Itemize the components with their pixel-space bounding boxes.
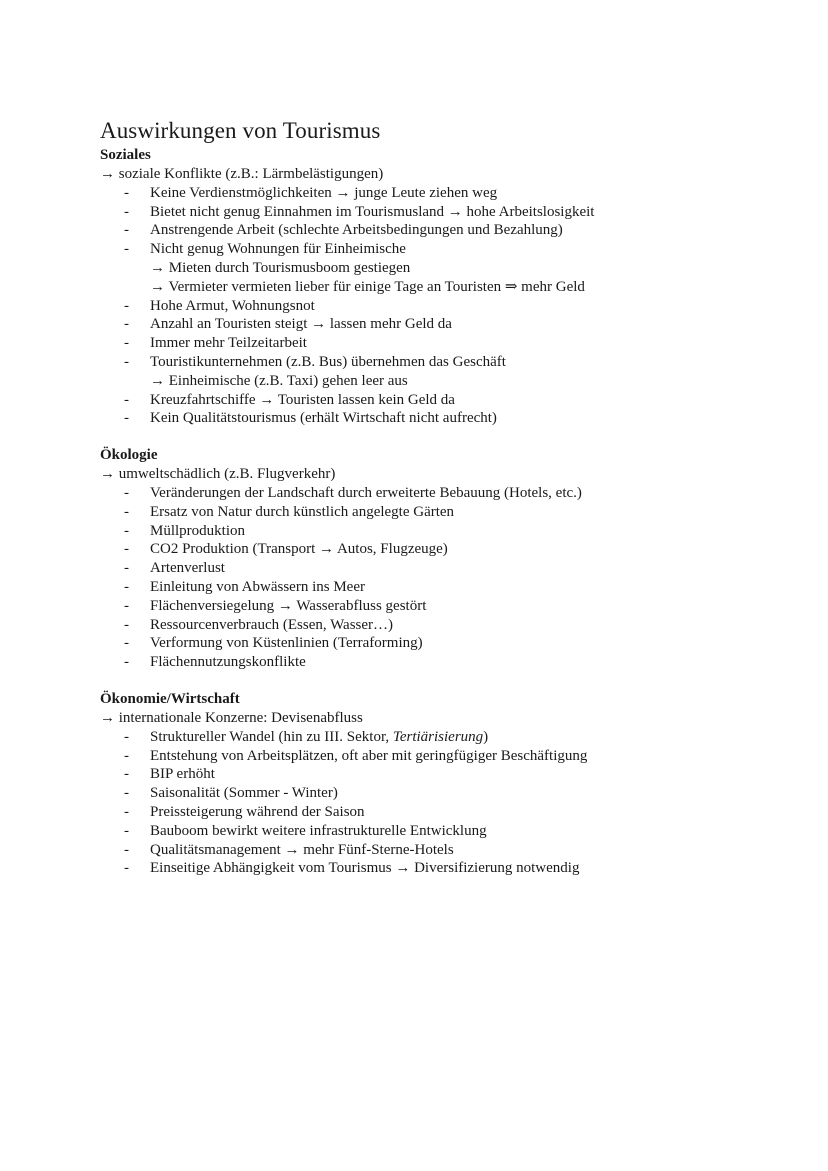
list-item: [100, 784, 800, 803]
bullet-dash: -: [124, 578, 129, 595]
list-item-text: Saisonalität (Sommer - Winter): [150, 785, 338, 802]
list-item-text: Preissteigerung während der Saison: [150, 803, 365, 820]
emphasis-text: Tertiärisierung: [392, 728, 484, 745]
list-item: [100, 203, 800, 222]
list-item-text: Nicht genug Wohnungen für Einheimische: [150, 241, 406, 258]
list-item-text: Müllproduktion: [150, 522, 246, 539]
section-intro: → umweltschädlich (z.B. Flugverkehr): [100, 466, 336, 483]
list-item: [100, 616, 800, 635]
bullet-dash: -: [124, 335, 129, 352]
bullet-list: [100, 484, 800, 672]
bullet-dash: -: [124, 410, 129, 427]
list-item: [100, 503, 800, 522]
bullet-dash: -: [124, 803, 129, 820]
list-item-text: Anstrengende Arbeit (schlechte Arbeitsbedingungen und Bezahlung): [150, 222, 563, 239]
bullet-dash: -: [124, 728, 129, 745]
list-item-text: Keine Verdienstmöglichkeiten → junge Leute ziehen weg: [150, 184, 498, 201]
list-item-subline: → Mieten durch Tourismusboom gestiegen: [150, 259, 411, 276]
list-item: [100, 822, 800, 841]
section-heading: Soziales: [100, 147, 151, 163]
list-item-text: Flächenversiegelung → Wasserabfluss gestört: [150, 597, 427, 614]
list-item: [100, 484, 800, 503]
bullet-dash: -: [124, 841, 129, 858]
bullet-dash: -: [124, 484, 129, 501]
bullet-dash: -: [124, 184, 129, 201]
list-item: [100, 297, 800, 316]
bullet-dash: -: [124, 822, 129, 839]
bullet-dash: -: [124, 785, 129, 802]
bullet-dash: -: [124, 541, 129, 558]
sections-container: [100, 146, 800, 878]
bullet-dash: -: [124, 560, 129, 577]
bullet-dash: -: [124, 241, 129, 258]
bullet-dash: -: [124, 522, 129, 539]
section-heading: Ökologie: [100, 447, 158, 464]
list-item-text: Ersatz von Natur durch künstlich angelegte Gärten: [150, 503, 455, 520]
list-item: [100, 559, 800, 578]
bullet-dash: -: [124, 353, 129, 370]
list-item-subline: → Vermieter vermieten lieber für einige Tage an Touristen ⇒ mehr Geld: [150, 278, 585, 295]
bullet-dash: -: [124, 297, 129, 314]
list-item: [100, 334, 800, 353]
list-item: [100, 747, 800, 766]
list-item: [100, 409, 800, 428]
list-item: [100, 634, 800, 653]
list-item: [100, 391, 800, 410]
section-soziales: [100, 146, 800, 428]
page-title: Auswirkungen von Tourismus: [100, 118, 381, 143]
bullet-dash: -: [124, 654, 129, 671]
section-okologie: [100, 446, 800, 672]
document-page: [100, 116, 800, 878]
list-item-text: Bauboom bewirkt weitere infrastrukturelle Entwicklung: [150, 822, 487, 839]
bullet-dash: -: [124, 766, 129, 783]
list-item-text: Hohe Armut, Wohnungsnot: [150, 297, 315, 314]
bullet-dash: -: [124, 616, 129, 633]
list-item-text: Bietet nicht genug Einnahmen im Tourismusland → hohe Arbeitslosigkeit: [150, 203, 595, 220]
list-item-text: Kreuzfahrtschiffe → Touristen lassen kein Geld da: [150, 391, 455, 408]
list-item-text: Einseitige Abhängigkeit vom Tourismus → Diversifizierung notwendig: [150, 860, 580, 877]
bullet-dash: -: [124, 860, 129, 877]
list-item: [100, 184, 800, 203]
list-item-text: Entstehung von Arbeitsplätzen, oft aber mit geringfügiger Beschäftigung: [150, 747, 588, 764]
list-item: [100, 859, 800, 878]
list-item: [100, 578, 800, 597]
section-heading: Ökonomie/Wirtschaft: [100, 690, 240, 707]
list-item: [100, 315, 800, 334]
list-item-text: Immer mehr Teilzeitarbeit: [150, 335, 307, 352]
list-item-text: Verformung von Küstenlinien (Terraforming): [150, 635, 423, 652]
bullet-dash: -: [124, 391, 129, 408]
list-item-text: Qualitätsmanagement → mehr Fünf-Sterne-Hotels: [150, 841, 454, 858]
list-item: [100, 522, 800, 541]
list-item-text: BIP erhöht: [150, 766, 215, 783]
bullet-dash: -: [124, 635, 129, 652]
section-okonomie-wirtschaft: [100, 690, 800, 878]
bullet-dash: -: [124, 222, 129, 239]
bullet-dash: -: [124, 747, 129, 764]
bullet-list: [100, 184, 800, 428]
list-item: [100, 653, 800, 672]
list-item-text: CO2 Produktion (Transport → Autos, Flugzeuge): [150, 541, 448, 558]
bullet-dash: -: [124, 203, 129, 220]
list-item: [100, 221, 800, 240]
list-item-text: Flächennutzungskonflikte: [150, 654, 306, 671]
section-intro: → internationale Konzerne: Devisenabfluss: [100, 709, 363, 726]
list-item-subline: → Einheimische (z.B. Taxi) gehen leer aus: [150, 372, 408, 389]
list-item: [100, 728, 800, 747]
list-item-text: Struktureller Wandel (hin zu III. Sektor, Tertiärisierung): [150, 728, 489, 745]
list-item-text: Ressourcenverbrauch (Essen, Wasser…): [150, 616, 394, 633]
section-intro: → soziale Konflikte (z.B.: Lärmbelästigungen): [100, 166, 384, 182]
list-item: [100, 803, 800, 822]
list-item-text: Kein Qualitätstourismus (erhält Wirtschaft nicht aufrecht): [150, 410, 497, 427]
list-item-text: Anzahl an Touristen steigt → lassen mehr Geld da: [150, 316, 452, 333]
list-item: [100, 353, 800, 391]
list-item: [100, 841, 800, 860]
bullet-dash: -: [124, 597, 129, 614]
list-item: [100, 765, 800, 784]
list-item-text: Veränderungen der Landschaft durch erweiterte Bebauung (Hotels, etc.): [150, 484, 582, 501]
list-item-text: Einleitung von Abwässern ins Meer: [150, 578, 365, 595]
list-item: [100, 597, 800, 616]
list-item-text: Touristikunternehmen (z.B. Bus) übernehmen das Geschäft: [150, 353, 506, 370]
list-item-text: Artenverlust: [150, 560, 225, 577]
list-item: [100, 240, 800, 296]
list-item: [100, 540, 800, 559]
bullet-dash: -: [124, 316, 129, 333]
bullet-list: [100, 728, 800, 878]
bullet-dash: -: [124, 503, 129, 520]
